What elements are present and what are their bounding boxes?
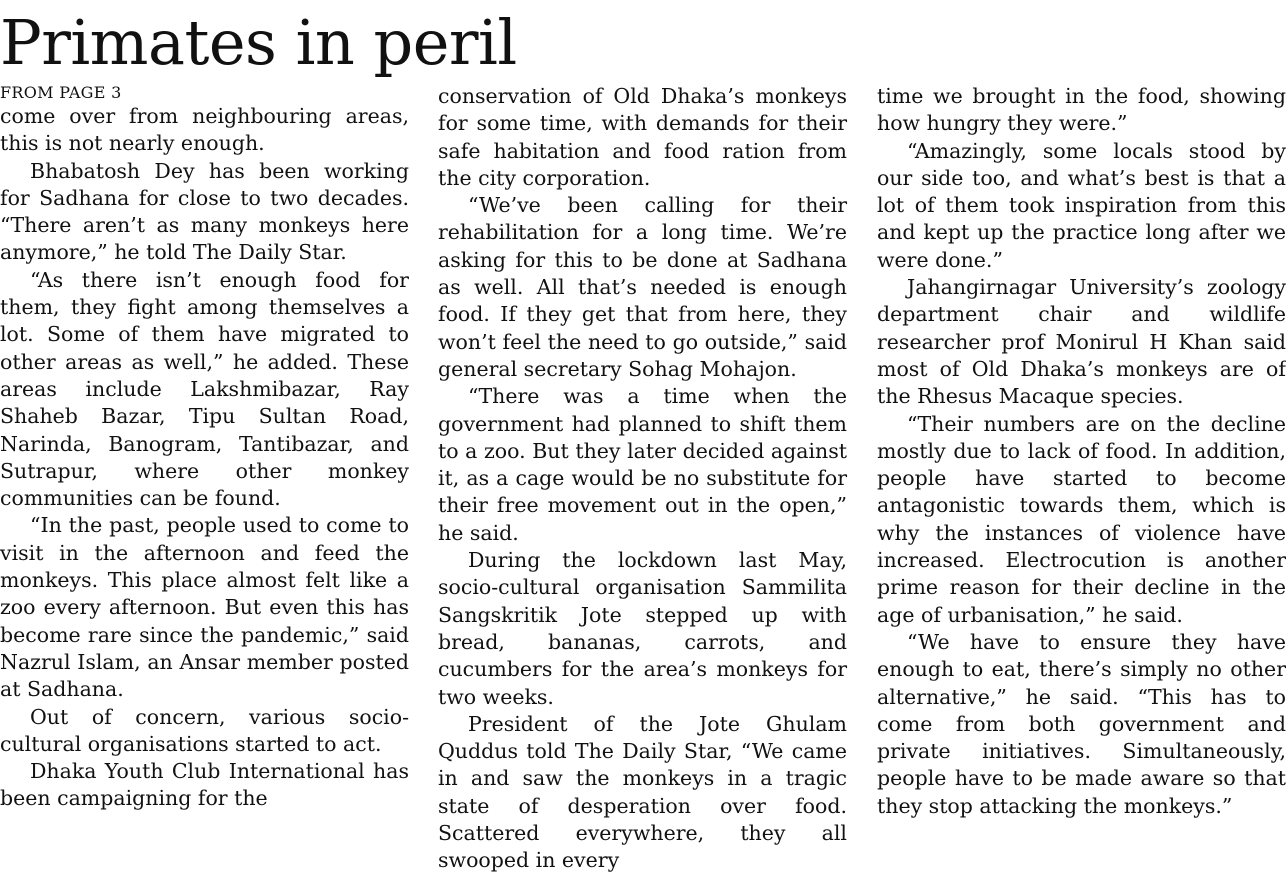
- paragraph: Bhabatosh Dey has been working for Sadhana for close to two decades. “There aren’t as many monkeys here anymore,” he told The Daily Star.: [0, 158, 409, 265]
- paragraph: Dhaka Youth Club International has been campaigning for the: [0, 759, 409, 811]
- headline: Primates in peril: [0, 6, 517, 79]
- paragraph: “Their numbers are on the decline mostly due to lack of food. In addition, people have started to become antagonistic towards them, which is why the instances of violence have increased. Electrocution is another prime reason for their decline in the age of urbanisation,” he said.: [877, 411, 1286, 627]
- paragraph: “We have to ensure they have enough to eat, there’s simply no other alternative,” he said. “This has to come from both government and private initiatives. Simultaneously, people have to be made aware so that they stop attacking the monkeys.”: [877, 629, 1286, 818]
- paragraph: conservation of Old Dhaka’s monkeys for some time, with demands for their safe habitation and food ration from the city corporation.: [438, 84, 847, 190]
- paragraph: “There was a time when the government had planned to shift them to a zoo. But they later decided against it, as a cage would be no substitute for their free movement out in the open,” he said.: [438, 384, 847, 545]
- paragraph: President of the Jote Ghulam Quddus told The Daily Star, “We came in and saw the monkeys in a tragic state of desperation over food. Scattered everywhere, they all swooped in every: [438, 711, 847, 873]
- article-column-3: [877, 83, 1286, 820]
- paragraph: time we brought in the food, showing how hungry they were.”: [877, 84, 1286, 136]
- paragraph: “We’ve been calling for their rehabilitation for a long time. We’re asking for this to be done at Sadhana as well. All that’s needed is enough food. If they get that from here, they won’t feel the need to go outside,” said general secretary Sohag Mohajon.: [438, 193, 847, 381]
- article-column-1: [0, 83, 409, 813]
- paragraph: Out of concern, various socio-cultural organisations started to act.: [0, 704, 409, 756]
- paragraph: “In the past, people used to come to visit in the afternoon and feed the monkeys. This place almost felt like a zoo every afternoon. But even this has become rare since the pandemic,” said Nazrul Islam, an Ansar member posted at Sadhana.: [0, 513, 409, 702]
- paragraph: come over from neighbouring areas, this is not nearly enough.: [0, 104, 409, 156]
- paragraph: During the lockdown last May, socio-cultural organisation Sammilita Sangskritik Jote stepped up with bread, bananas, carrots, and cucumbers for the area’s monkeys for two weeks.: [438, 548, 847, 709]
- paragraph: “Amazingly, some locals stood by our side too, and what’s best is that a lot of them took inspiration from this and kept up the practice long after we were done.”: [877, 138, 1286, 272]
- article-column-2: [438, 83, 847, 875]
- continued-from-label: FROM PAGE 3: [0, 83, 122, 102]
- paragraph: Jahangirnagar University’s zoology department chair and wildlife researcher prof Monirul H Khan said most of Old Dhaka’s monkeys are of the Rhesus Macaque species.: [877, 275, 1286, 409]
- paragraph: “As there isn’t enough food for them, they fight among themselves a lot. Some of them have migrated to other areas as well,” he added. These areas include Lakshmibazar, Ray Shaheb Bazar, Tipu Sultan Road, Narinda, Banogram, Tantibazar, and Sutrapur, where other monkey communities can be found.: [0, 267, 409, 511]
